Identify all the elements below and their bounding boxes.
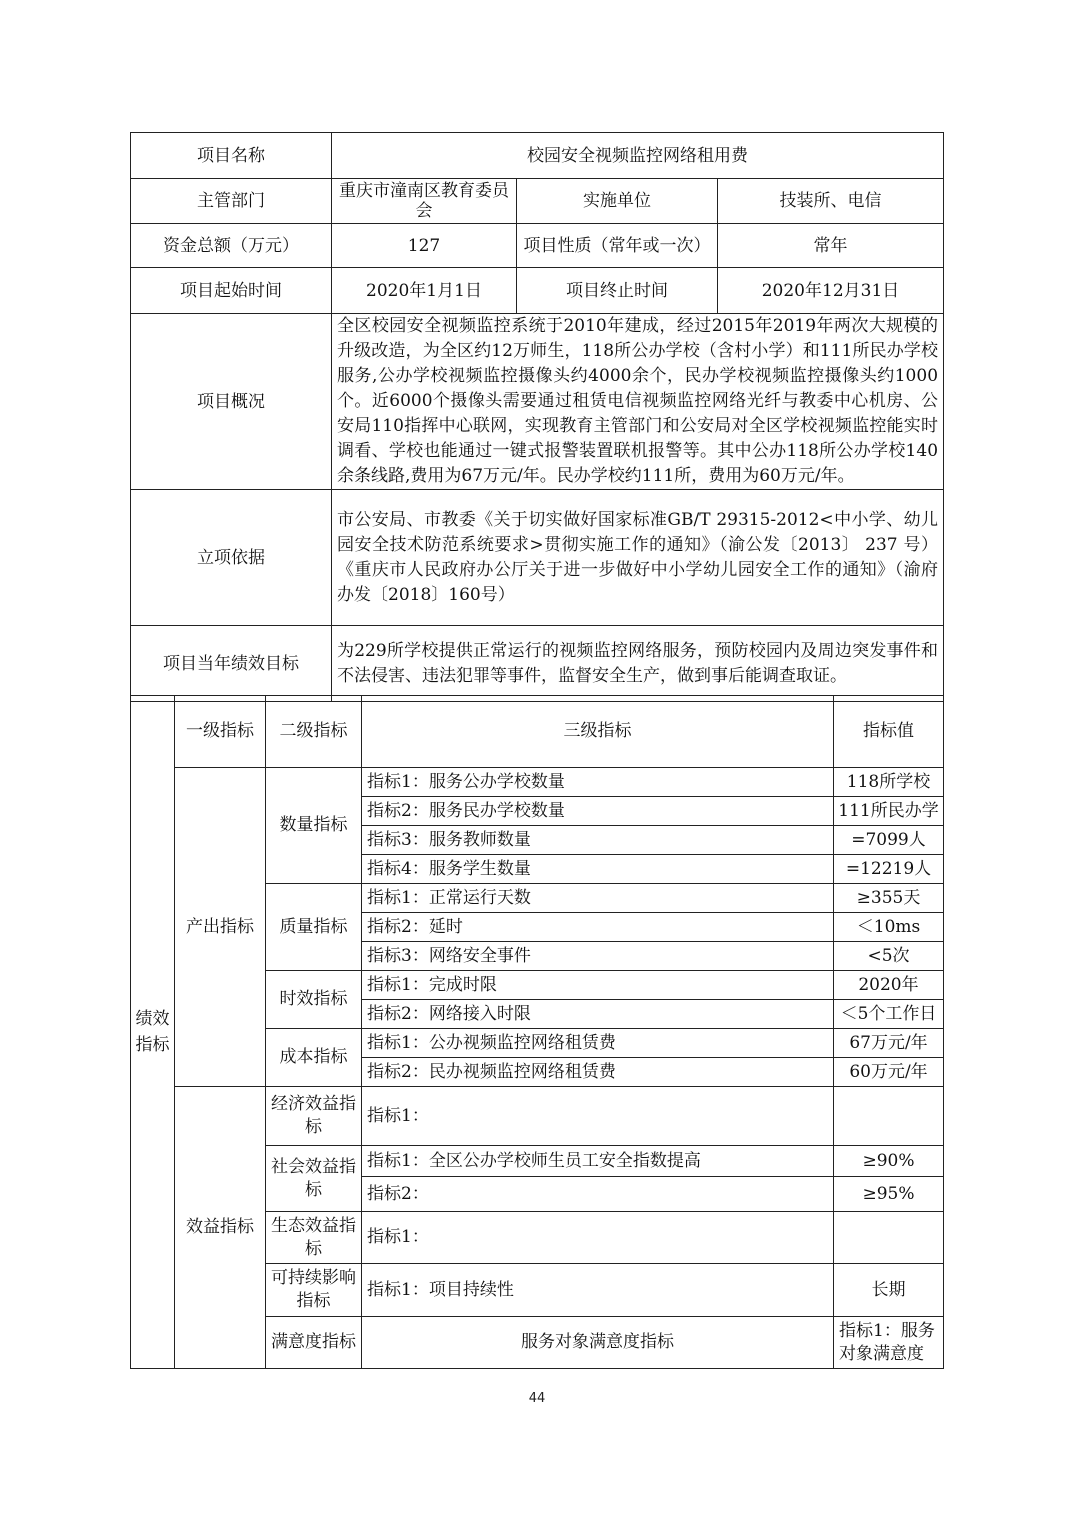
overview-value: 全区校园安全视频监控系统于2010年建成，经过2015年2019年两次大规模的升级改造，为全区约12万师生，118所公办学校（含村小学）和111所民办学校服务,公办学校视频监控摄像头约4000余个，民办学校视频监控摄像头约1000个。近6000个摄像头需要通过租赁电信视频监控网络光纤与教委中心机房、公安局110指挥中心联网，实现教育主管部门和公安局对全区学校视频监控能实时调看、学校也能通过一键式报警装置联机报警等。其中公办118所公办学校140余条线路,费用为67万元/年。民办学校约111所，费用为60万元/年。	[332, 314, 944, 490]
indicator-name: 指标2：延时	[362, 913, 834, 942]
indicator-name: 指标1：	[362, 1212, 834, 1264]
indicator-name: 指标1：完成时限	[362, 971, 834, 1000]
indicator-name: 指标1：服务公办学校数量	[362, 768, 834, 797]
end-label: 项目终止时间	[517, 268, 718, 314]
quality-indicator-label: 质量指标	[266, 884, 362, 971]
indicator-value: ＜10ms	[834, 913, 944, 942]
indicator-value: 2020年	[834, 971, 944, 1000]
indicator-name: 指标2：	[362, 1177, 834, 1212]
indicator-value: ≥90%	[834, 1146, 944, 1177]
overview-label: 项目概况	[131, 314, 332, 490]
indicator-name: 指标3：服务教师数量	[362, 826, 834, 855]
implementer-label: 实施单位	[517, 179, 718, 224]
indicator-value	[834, 1087, 944, 1146]
indicator-name: 指标1：	[362, 1087, 834, 1146]
project-info-table	[130, 132, 944, 702]
indicator-name: 指标1：公办视频监控网络租赁费	[362, 1029, 834, 1058]
header-value: 指标值	[834, 696, 944, 768]
indicator-name: 指标3：网络安全事件	[362, 942, 834, 971]
indicator-header-row	[131, 696, 944, 768]
cost-indicator-label: 成本指标	[266, 1029, 362, 1087]
indicator-value: ＜5个工作日	[834, 1000, 944, 1029]
indicator-name: 指标2：网络接入时限	[362, 1000, 834, 1029]
economic-indicator-label: 经济效益指标	[266, 1087, 362, 1146]
indicator-value	[834, 1212, 944, 1264]
indicator-value: ≥355天	[834, 884, 944, 913]
indicator-name: 指标2：服务民办学校数量	[362, 797, 834, 826]
row-basis	[131, 490, 944, 626]
basis-value: 市公安局、市教委《关于切实做好国家标准GB/T 29315-2012<中小学、幼儿园安全技术防范系统要求>贯彻实施工作的通知》（渝公发〔2013〕 237 号）《重庆市人民政府办公厅关于进一步做好中小学幼儿园安全工作的通知》（渝府办发〔2018〕160号）	[332, 490, 944, 626]
header-level1: 一级指标	[175, 696, 266, 768]
goal-value: 为229所学校提供正常运行的视频监控网络服务，预防校园内及周边突发事件和不法侵害、违法犯罪等事件，监督安全生产，做到事后能调查取证。	[332, 626, 944, 702]
performance-side-label: 绩效指标	[131, 696, 175, 1369]
indicator-value: 118所学校	[834, 768, 944, 797]
header-level3: 三级指标	[362, 696, 834, 768]
row-period	[131, 268, 944, 314]
output-indicator-label: 产出指标	[175, 768, 266, 1087]
indicator-name: 指标1：项目持续性	[362, 1264, 834, 1317]
department-label: 主管部门	[131, 179, 332, 224]
page-number: 44	[528, 1391, 546, 1406]
indicator-name: 指标2：民办视频监控网络租赁费	[362, 1058, 834, 1087]
start-label: 项目起始时间	[131, 268, 332, 314]
department-value: 重庆市潼南区教育委员会	[332, 179, 517, 224]
indicator-value: 67万元/年	[834, 1029, 944, 1058]
ecological-indicator-label: 生态效益指标	[266, 1212, 362, 1264]
row-goal	[131, 626, 944, 702]
timeliness-indicator-label: 时效指标	[266, 971, 362, 1029]
row-project-name	[131, 133, 944, 179]
indicator-name: 指标1：服务对象满意度	[834, 1317, 944, 1369]
end-value: 2020年12月31日	[718, 268, 944, 314]
project-name-value: 校园安全视频监控网络租用费	[332, 133, 944, 179]
implementer-value: 技装所、电信	[718, 179, 944, 224]
sustainable-indicator-label: 可持续影响指标	[266, 1264, 362, 1317]
quantity-indicator-label: 数量指标	[266, 768, 362, 884]
indicator-value: 长期	[834, 1264, 944, 1317]
goal-label: 项目当年绩效目标	[131, 626, 332, 702]
basis-label: 立项依据	[131, 490, 332, 626]
social-indicator-label: 社会效益指标	[266, 1146, 362, 1212]
performance-indicator-table	[130, 695, 944, 1369]
nature-label: 项目性质（常年或一次）	[517, 224, 718, 268]
table-row	[131, 1087, 944, 1146]
project-name-label: 项目名称	[131, 133, 332, 179]
table-row	[131, 768, 944, 797]
indicator-value: <5次	[834, 942, 944, 971]
satisfaction-indicator-label: 满意度指标	[266, 1317, 362, 1369]
indicator-value: 60万元/年	[834, 1058, 944, 1087]
indicator-value: =7099人	[834, 826, 944, 855]
indicator-value: ≥95%	[834, 1177, 944, 1212]
fund-label: 资金总额（万元）	[131, 224, 332, 268]
indicator-value: =12219人	[834, 855, 944, 884]
indicator-name: 指标1：正常运行天数	[362, 884, 834, 913]
start-value: 2020年1月1日	[332, 268, 517, 314]
indicator-value: 111所民办学	[834, 797, 944, 826]
nature-value: 常年	[718, 224, 944, 268]
indicator-name: 指标4：服务学生数量	[362, 855, 834, 884]
fund-value: 127	[332, 224, 517, 268]
service-satisfaction-label: 服务对象满意度指标	[362, 1317, 834, 1369]
header-level2: 二级指标	[266, 696, 362, 768]
row-fund	[131, 224, 944, 268]
row-department	[131, 179, 944, 224]
row-overview	[131, 314, 944, 490]
benefit-indicator-label: 效益指标	[175, 1087, 266, 1369]
indicator-name: 指标1：全区公办学校师生员工安全指数提高	[362, 1146, 834, 1177]
